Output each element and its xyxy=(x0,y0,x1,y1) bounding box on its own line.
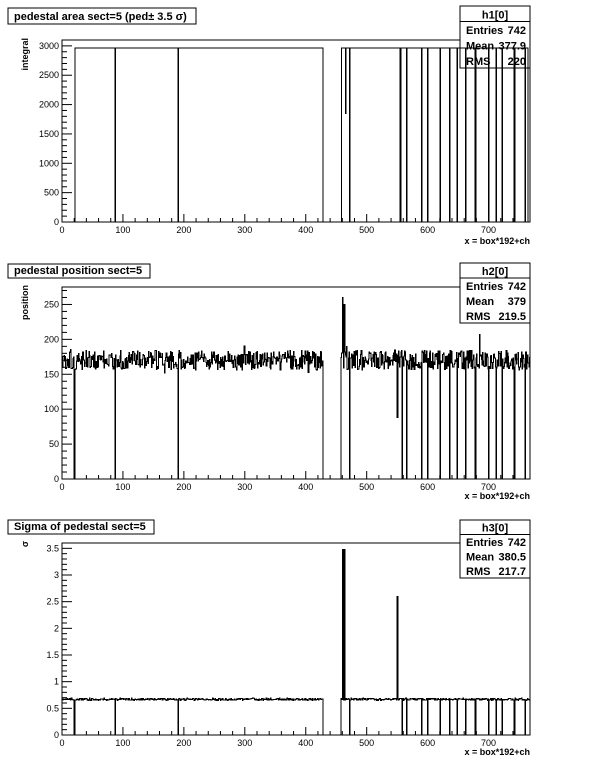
x-tick-label: 500 xyxy=(359,225,375,235)
stats-name: h1[0] xyxy=(481,9,509,22)
y-tick-label: 3 xyxy=(53,570,59,580)
stats-entries-value: 742 xyxy=(507,537,526,549)
y-tick-label: 2.5 xyxy=(46,596,59,607)
stats-mean-value: 379 xyxy=(507,296,526,308)
stats-entries-label: Entries xyxy=(466,25,504,37)
x-tick-label: 400 xyxy=(298,738,314,748)
stats-mean-value: 377.9 xyxy=(498,40,526,53)
x-tick-label: 600 xyxy=(420,738,436,748)
chart-title: pedestal position sect=5 xyxy=(14,265,143,277)
histogram-panel-3 xyxy=(8,520,530,757)
x-tick-label: 600 xyxy=(420,225,436,235)
y-tick-label: 250 xyxy=(43,299,59,310)
y-tick-label: 50 xyxy=(48,439,59,450)
x-tick-label: 700 xyxy=(481,225,497,235)
x-tick-label: 400 xyxy=(298,482,314,492)
histogram-panel-1 xyxy=(8,6,530,246)
stats-name: h2[0] xyxy=(481,266,509,278)
stats-name: h3[0] xyxy=(481,522,509,535)
y-tick-label: 1.5 xyxy=(46,650,59,660)
y-tick-label: 150 xyxy=(43,369,59,380)
x-tick-label: 700 xyxy=(481,482,497,492)
stats-box xyxy=(460,520,530,578)
x-axis-label: x = box*192+ch xyxy=(464,747,530,757)
x-tick-label: 300 xyxy=(237,482,253,492)
y-tick-label: 200 xyxy=(43,334,59,345)
chart-title: pedestal area sect=5 (ped± 3.5 σ) xyxy=(14,11,187,23)
x-axis-label: x = box*192+ch xyxy=(464,236,530,246)
y-tick-label: 100 xyxy=(43,404,59,415)
y-tick-label: 1 xyxy=(53,676,59,687)
y-tick-label: 2000 xyxy=(38,99,59,110)
y-tick-label: 3000 xyxy=(38,40,59,51)
stats-mean-label: Mean xyxy=(466,40,495,53)
x-tick-label: 400 xyxy=(298,225,314,235)
stats-mean-value: 380.5 xyxy=(498,551,526,564)
y-tick-label: 0 xyxy=(53,474,59,484)
y-tick-label: 0 xyxy=(53,217,59,227)
stats-entries-value: 742 xyxy=(507,25,526,37)
stats-rms-label: RMS xyxy=(466,56,491,68)
x-tick-label: 100 xyxy=(115,738,131,748)
y-tick-label: 0 xyxy=(53,730,59,740)
stats-entries-label: Entries xyxy=(466,281,504,293)
stats-entries-label: Entries xyxy=(466,537,504,549)
stats-mean-label: Mean xyxy=(466,296,495,308)
histogram-line xyxy=(62,297,530,479)
x-tick-label: 700 xyxy=(481,738,497,748)
x-tick-label: 100 xyxy=(115,225,131,235)
stats-rms-value: 219.5 xyxy=(498,311,526,323)
stats-rms-label: RMS xyxy=(466,311,491,323)
x-tick-label: 300 xyxy=(237,738,253,748)
stats-entries-value: 742 xyxy=(507,281,526,293)
y-tick-label: 1500 xyxy=(38,128,59,139)
y-tick-label: 2500 xyxy=(38,70,59,81)
x-tick-label: 0 xyxy=(59,482,65,492)
histogram-panel-2 xyxy=(8,263,530,501)
stats-box xyxy=(460,263,530,323)
stats-rms-value: 220 xyxy=(507,56,526,68)
x-tick-label: 200 xyxy=(176,225,192,235)
y-axis-label: σ xyxy=(20,541,30,548)
stats-box xyxy=(460,6,530,68)
histogram-line xyxy=(74,48,528,222)
y-tick-label: 500 xyxy=(43,187,59,198)
x-tick-label: 100 xyxy=(115,482,131,492)
y-axis-label: integral xyxy=(20,38,30,71)
x-tick-label: 200 xyxy=(176,482,192,492)
x-tick-label: 0 xyxy=(59,738,65,748)
x-tick-label: 500 xyxy=(359,738,375,748)
stats-rms-label: RMS xyxy=(466,566,491,578)
x-tick-label: 200 xyxy=(176,738,192,748)
x-tick-label: 600 xyxy=(420,482,436,492)
x-tick-label: 500 xyxy=(359,482,375,492)
y-tick-label: 2 xyxy=(53,623,59,634)
stats-mean-label: Mean xyxy=(466,551,495,564)
x-tick-label: 300 xyxy=(237,225,253,235)
y-tick-label: 3.5 xyxy=(46,543,59,554)
y-tick-label: 0.5 xyxy=(46,703,59,714)
stats-rms-value: 217.7 xyxy=(498,566,526,578)
y-tick-label: 1000 xyxy=(38,158,59,169)
x-tick-label: 0 xyxy=(59,225,65,235)
chart-title: Sigma of pedestal sect=5 xyxy=(14,521,146,533)
x-axis-label: x = box*192+ch xyxy=(464,491,530,501)
y-axis-label: position xyxy=(20,285,30,320)
